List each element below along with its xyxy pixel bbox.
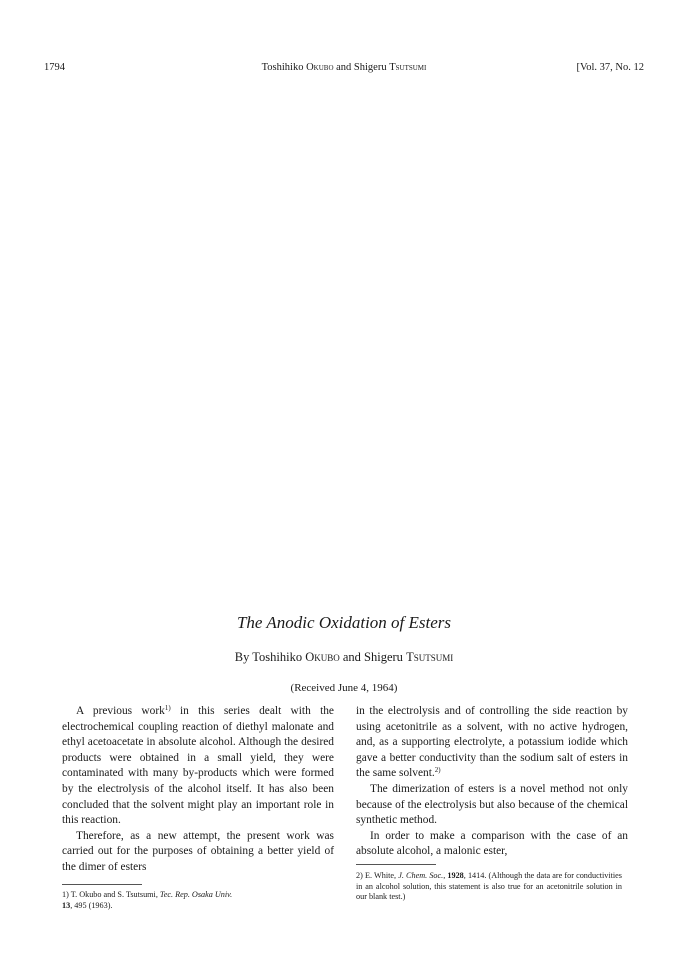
paragraph: In order to make a comparison with the case of an absolute alcohol, a malonic ester, bbox=[356, 829, 628, 858]
running-header bbox=[40, 62, 648, 78]
footnote-divider bbox=[356, 864, 436, 865]
running-authors: Toshihiko Okubo and Shigeru Tsutsumi bbox=[261, 62, 427, 73]
article-title: The Anodic Oxidation of Esters bbox=[236, 613, 452, 632]
footnote-2: 2) E. White, J. Chem. Soc., 1928, 1414. (Although the data are for conductivities in an alcohol solution, this statement is also true for an acetonitrile solution in our blank test.) bbox=[356, 871, 622, 902]
footnote-divider bbox=[62, 884, 142, 885]
footnote-ref: 1) bbox=[164, 704, 171, 712]
page-number: 1794 bbox=[44, 62, 65, 73]
paragraph: A previous work$^{1)}$ in this series dealt with the electrochemical coupling reaction of diethyl malonate and ethyl acetoacetate in absolute alcohol. Although the desired products were obtained in a small yield, they were contaminated with many by-products which were formed by the electrolysis of the alcohol itself. It has also been concluded that the solvent might play an important role in this reaction. bbox=[62, 704, 334, 827]
footnote-1: 1) T. Okubo and S. Tsutsumi, Tec. Rep. Osaka Univ. 13, 495 (1963). bbox=[62, 890, 233, 910]
received-date: (Received June 4, 1964) bbox=[290, 682, 398, 694]
right-column bbox=[356, 704, 628, 860]
paragraph: in the electrolysis and of controlling the side reaction by using acetonitrile as a solvent, with no active hydrogen, and, as a supporting electrolyte, a potassium iodide which gave a better conductivity than the sodium salt of esters in the same solvent.$^{2)}$ bbox=[356, 705, 628, 780]
paragraph: The dimerization of esters is a novel method not only because of the electrolysis but also because of the chemical synthetic method. bbox=[356, 782, 628, 827]
paragraph: Therefore, as a new attempt, the present work was carried out for the purposes of obtaining a better yield of the dimer of esters bbox=[62, 829, 334, 873]
article-byline: By Toshihiko Okubo and Shigeru Tsutsumi bbox=[234, 650, 454, 664]
volume-info: [Vol. 37, No. 12 bbox=[576, 62, 644, 73]
footnote-ref: 2) bbox=[434, 766, 441, 775]
left-column bbox=[62, 704, 334, 876]
